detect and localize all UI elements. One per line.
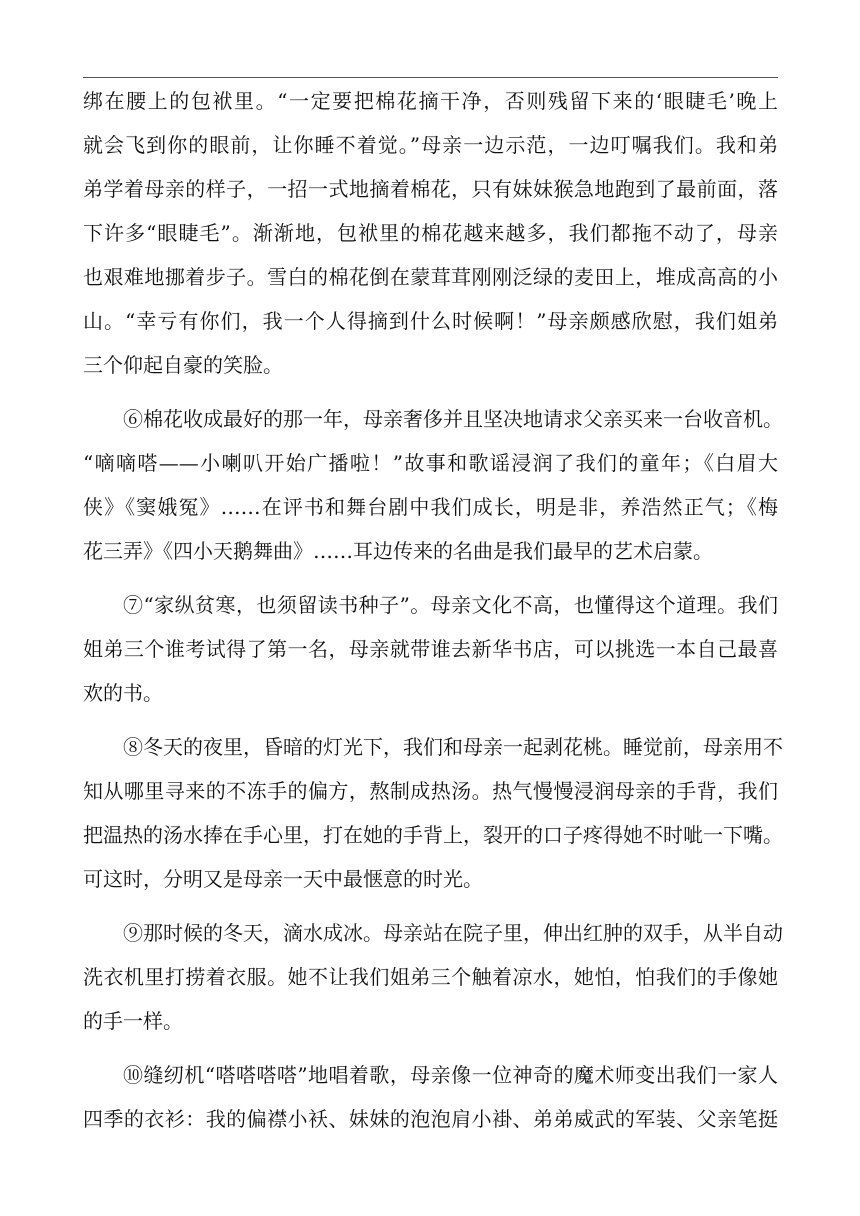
text-line: 也艰难地挪着步子。雪白的棉花倒在蒙茸茸刚刚泛绿的麦田上，堆成高高的小 [83,265,778,289]
text-line: 可这时，分明又是母亲一天中最惬意的时光。 [83,867,483,891]
text-line: 山。“幸亏有你们，我一个人得摘到什么时候啊！”母亲颇感欣慰，我们姐弟 [83,309,778,333]
header-rule [83,77,778,78]
paragraph-5-continued [83,79,778,387]
paragraph-9 [83,911,783,1043]
text-line: 就会飞到你的眼前，让你睡不着觉。”母亲一边示范，一边叮嘱我们。我和弟 [83,133,778,157]
text-line: 下许多“眼睫毛”。渐渐地，包袱里的棉花越来越多，我们都拖不动了，母亲 [83,221,778,245]
text-line: 把温热的汤水捧在手心里，打在她的手背上，裂开的口子疼得她不时呲一下嘴。 [83,823,783,847]
text-line: ⑦“家纵贫寒，也须留读书种子”。母亲文化不高，也懂得这个道理。我们 [123,593,778,617]
text-line: ⑩缝纫机“嗒嗒嗒嗒”地唱着歌，母亲像一位神奇的魔术师变出我们一家人 [123,1063,778,1087]
document-page [83,0,783,1216]
paragraph-8 [83,725,783,901]
text-line: “嘀嘀嗒——小喇叭开始广播啦！”故事和歌谣浸润了我们的童年；《白眉大 [83,451,778,475]
text-line: 弟学着母亲的样子，一招一式地摘着棉花，只有妹妹猴急地跑到了最前面，落 [83,177,778,201]
text-line: 的手一样。 [83,1009,183,1033]
text-line: ⑧冬天的夜里，昏暗的灯光下，我们和母亲一起剥花桃。睡觉前，母亲用不 [123,735,783,759]
text-line: 侠》《窦娥冤》……在评书和舞台剧中我们成长，明是非，养浩然正气；《梅 [83,495,778,519]
text-line: 知从哪里寻来的不冻手的偏方，熬制成热汤。热气慢慢浸润母亲的手背，我们 [83,779,778,803]
text-line: 洗衣机里打捞着衣服。她不让我们姐弟三个触着凉水，她怕，怕我们的手像她 [83,965,778,989]
text-line: ⑨那时候的冬天，滴水成冰。母亲站在院子里，伸出红肿的双手，从半自动 [123,921,783,945]
text-line: 欢的书。 [83,681,163,705]
text-line: 三个仰起自豪的笑脸。 [83,353,283,377]
text-line: 花三弄》《四小天鹅舞曲》……耳边传来的名曲是我们最早的艺术启蒙。 [83,539,713,563]
text-line: 四季的衣衫：我的偏襟小袄、妹妹的泡泡肩小褂、弟弟威武的军装、父亲笔挺 [83,1107,778,1131]
paragraph-10 [83,1053,778,1141]
text-line: 姐弟三个谁考试得了第一名，母亲就带谁去新华书店，可以挑选一本自己最喜 [83,637,778,661]
text-line: 绑在腰上的包袱里。“一定要把棉花摘干净，否则残留下来的‘眼睫毛’晚上 [83,89,778,113]
paragraph-6 [83,397,783,573]
text-line: ⑥棉花收成最好的那一年，母亲奢侈并且坚决地请求父亲买来一台收音机。 [123,407,783,431]
article-body [83,79,783,1151]
paragraph-7 [83,583,778,715]
